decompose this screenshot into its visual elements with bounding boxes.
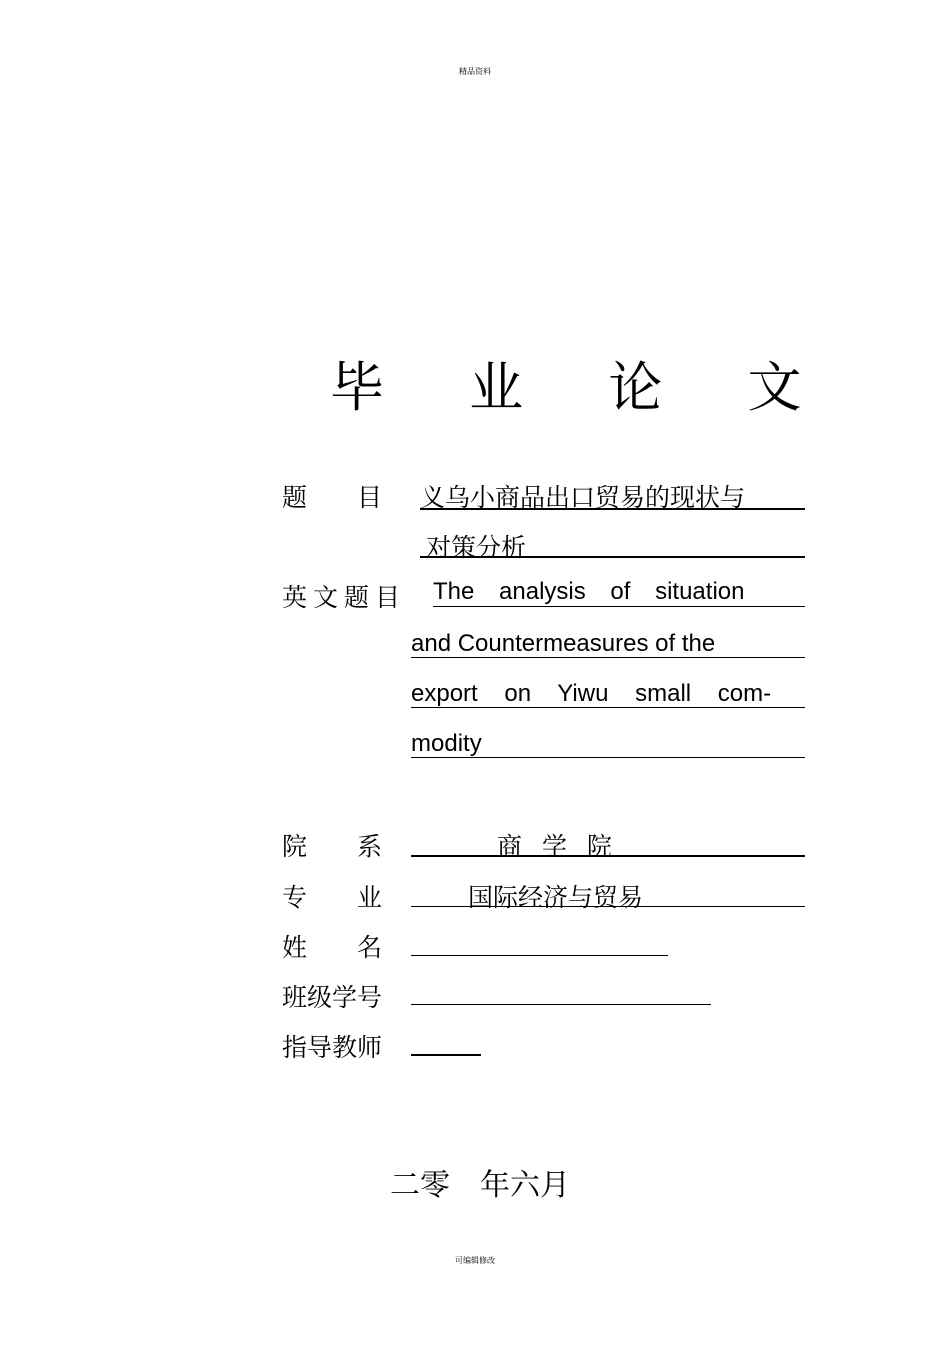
college-value: 商 学 院 (497, 832, 618, 861)
class-id-underline (411, 1004, 711, 1005)
page-header: 精品资料 (459, 67, 491, 76)
english-topic-label: 英文题目 (282, 583, 407, 612)
english-topic-line-4: modity (411, 730, 482, 757)
english-topic-line-3: export on Yiwu small com- (411, 680, 772, 707)
major-value: 国际经济与贸易 (468, 883, 644, 912)
english-topic-underline-2 (411, 657, 805, 658)
english-topic-underline-1 (433, 606, 805, 607)
topic-underline-1 (420, 508, 805, 510)
english-topic-line-2: and Countermeasures of the (411, 630, 716, 657)
college-label: 院 系 (282, 832, 383, 861)
advisor-underline (411, 1054, 481, 1056)
advisor-label: 指导教师 (282, 1033, 383, 1062)
page-footer: 可编辑修改 (455, 1256, 495, 1265)
date: 二零 年六月 (390, 1168, 570, 1203)
document-title: 毕 业 论 文 (330, 356, 836, 419)
english-topic-underline-4 (411, 757, 805, 758)
class-id-label: 班级学号 (282, 983, 383, 1012)
name-underline (411, 955, 668, 956)
topic-line-2: 对策分析 (426, 533, 527, 562)
topic-label: 题 目 (282, 483, 383, 512)
english-topic-underline-3 (411, 707, 805, 708)
english-topic-line-1: The analysis of situation (433, 578, 745, 605)
topic-underline-2 (420, 556, 805, 558)
college-underline (411, 855, 805, 857)
major-label: 专 业 (282, 883, 383, 912)
name-label: 姓 名 (282, 933, 383, 962)
topic-line-1: 义乌小商品出口贸易的现状与 (420, 483, 746, 512)
major-underline (411, 906, 805, 907)
